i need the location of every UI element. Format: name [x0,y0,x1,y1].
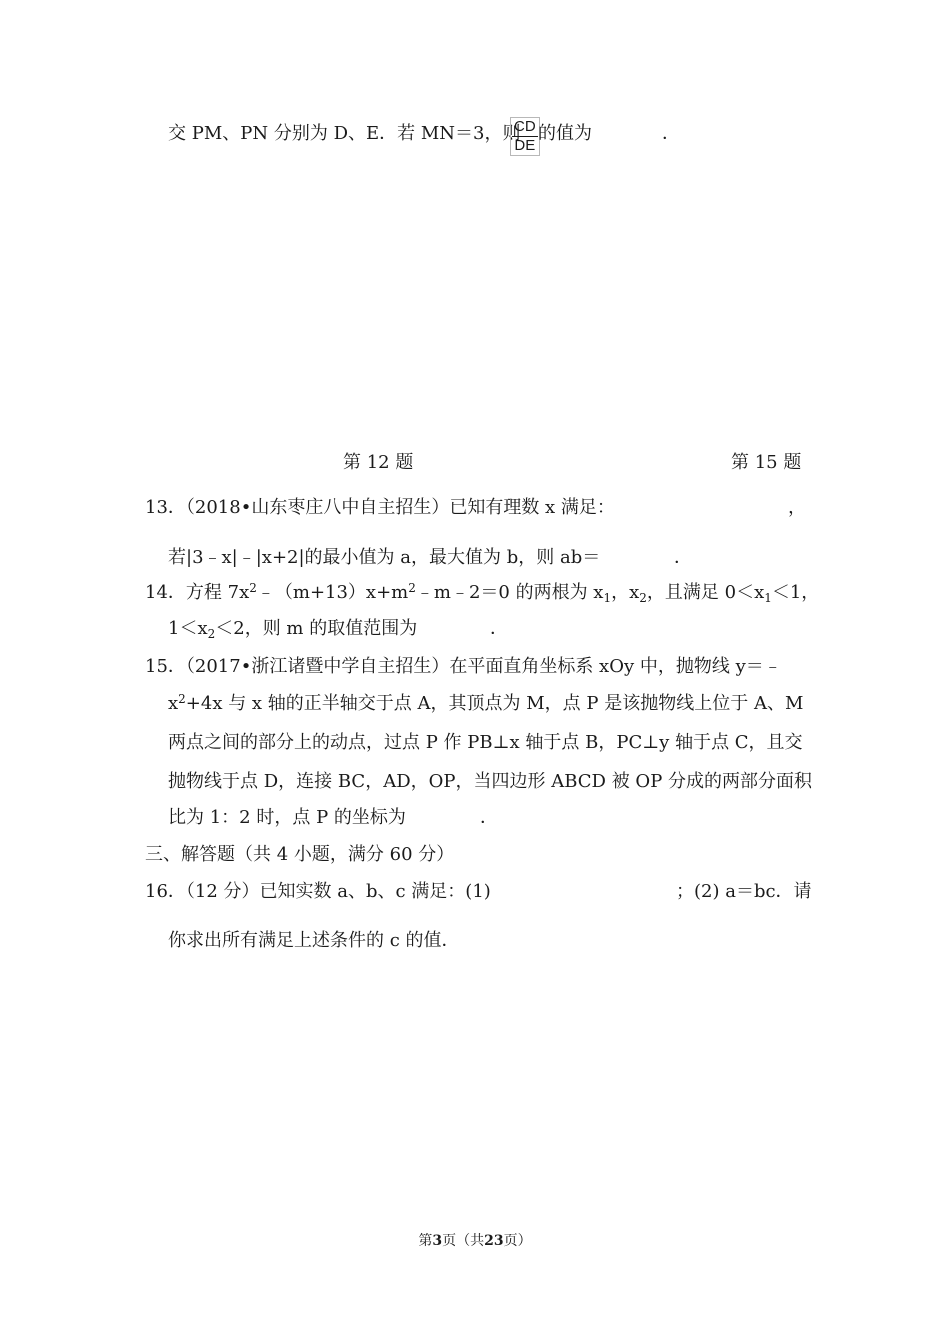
q14-line-2 [168,617,417,641]
q14-part: ﹣（m+13）x+m [256,582,409,603]
q14-part: 14．方程 7x [145,582,250,603]
q13-condition: 若|3﹣x|﹣|x+2|的最小值为 a，最大值为 b，则 ab＝ [168,547,601,568]
q14-part: ＜2，则 m 的取值范围为 [215,618,418,639]
fraction-numerator: CD [514,118,536,135]
q13-line-1 [145,496,615,520]
q14-part: ，且满足 0＜x [646,582,765,603]
q12-tail-after-text: 的值为 [538,123,592,144]
q16-line-1-end: ；(2) a＝bc．请 [676,881,812,902]
q12-tail-after [538,122,592,146]
fraction-cd-de [510,117,540,156]
q14-part: ，x [611,582,640,603]
q14-sub: 2 [639,591,647,605]
q13-line-2-end: ． [674,547,692,568]
section-heading: 三、解答题（共 4 小题，满分 60 分） [145,844,455,865]
q14-sub: 2 [207,627,216,641]
q15-line-4: 抛物线于点 D，连接 BC，AD，OP，当四边形 ABCD 被 OP 分成的两部分面积 [168,771,813,792]
q14-sup: 2 [249,581,257,595]
fraction-denominator: DE [514,137,536,154]
q14-line-1 [145,581,819,605]
q12-period: ． [662,123,680,144]
q15-line-3: 两点之间的部分上的动点，过点 P 作 PB⊥x 轴于点 B，PC⊥y 轴于点 C，且交 [168,732,803,753]
q16-line-2: 你求出所有满足上述条件的 c 的值． [168,930,460,951]
footer-text: 页） [503,1233,532,1249]
caption-q15: 第 15 题 [731,452,802,473]
q15-sup: 2 [178,692,186,706]
q12-tail-text: 交 PM、PN 分别为 D、E．若 MN＝3，则 [168,123,521,144]
q13-stem: 13．（2018•山东枣庄八中自主招生）已知有理数 x 满足： [145,497,615,518]
q15-line-5: 比为 1：2 时，点 P 的坐标为 [168,807,406,828]
page-footer [0,1230,950,1250]
q14-sup: 2 [408,581,416,595]
q14-part: ＜1， [771,582,820,603]
q16-line-1: 16．（12 分）已知实数 a、b、c 满足：(1) [145,881,491,902]
page-number: 3 [432,1233,443,1249]
q14-part: ﹣m﹣2＝0 的两根为 x [415,582,604,603]
q14-line-2-end: ． [490,618,508,639]
footer-text: 页（共 [442,1233,485,1249]
q15-part: x [168,693,179,714]
footer-text: 第 [418,1233,433,1249]
q15-part: +4x 与 x 轴的正半轴交于点 A，其顶点为 M，点 P 是该抛物线上位于 A、M [185,693,804,714]
q12-tail-end [662,122,680,146]
q13-line-2 [168,546,600,570]
q15-line-2 [168,692,803,716]
page-total: 23 [484,1233,504,1249]
q14-sub: 1 [603,591,612,605]
q12-tail-line [168,122,521,146]
caption-q12: 第 12 题 [343,452,414,473]
q15-line-1: 15．（2017•浙江诸暨中学自主招生）在平面直角坐标系 xOy 中，抛物线 y＝﹣ [145,656,782,677]
q14-part: 1＜x [168,618,208,639]
q13-line-1-end: ， [788,497,806,518]
q14-sub: 1 [764,591,772,605]
q15-line-5-end: ． [480,807,498,828]
